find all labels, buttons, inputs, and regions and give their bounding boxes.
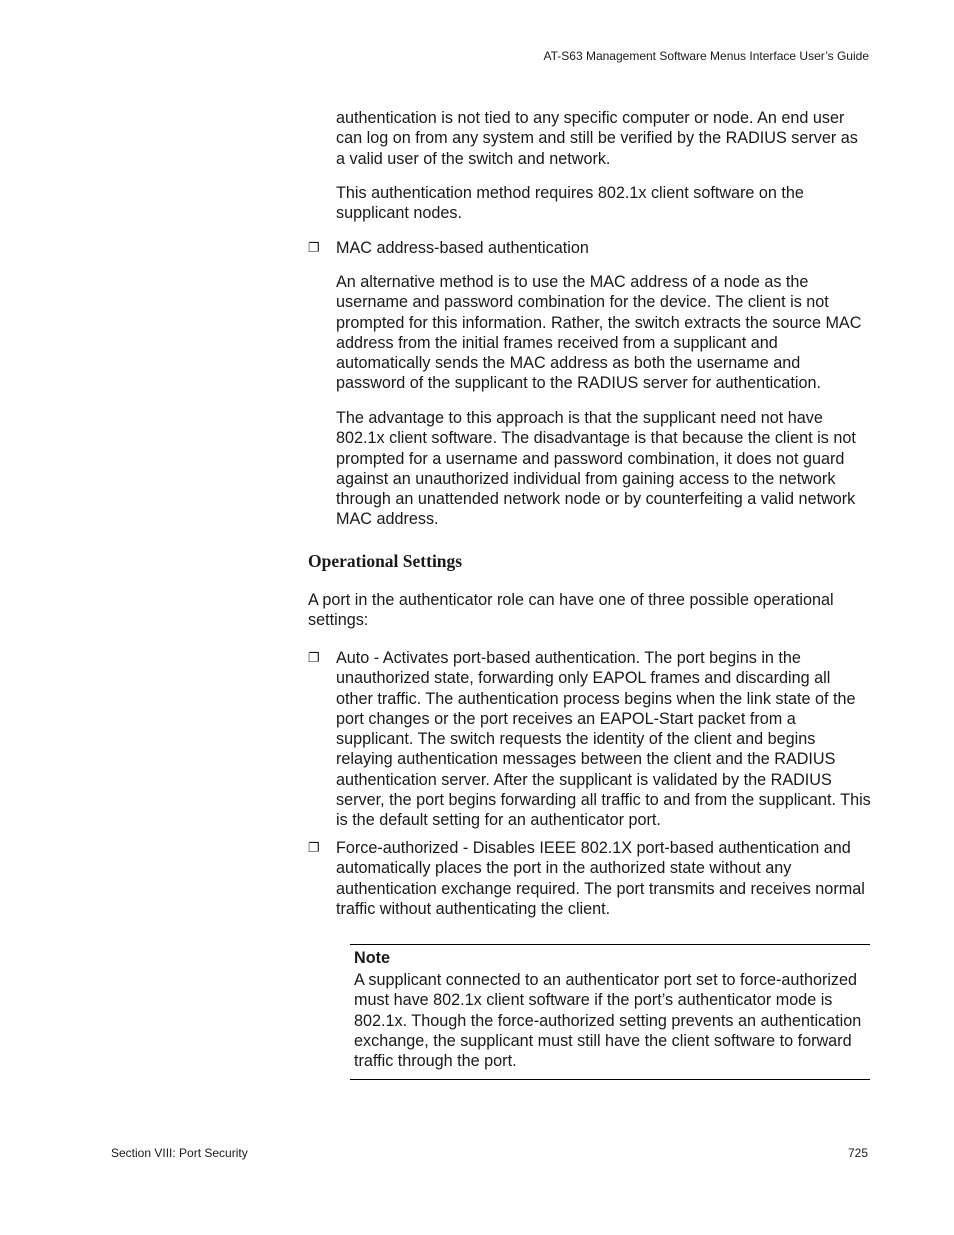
footer-section: Section VIII: Port Security <box>111 1146 248 1160</box>
paragraph-intro: A port in the authenticator role can have one of three possible operational settings: <box>308 591 834 630</box>
running-header: AT-S63 Management Software Menus Interface User’s Guide <box>543 49 869 63</box>
paragraph-mac-advantage: The advantage to this approach is that the supplicant need not have 802.1x client software. The disadvantage is that because the client is not prompted for a username and password combination, it does not guard against an unauthorized individual from gaining access to the network through an unattended network node or by counterfeiting a valid network MAC address. <box>336 409 856 529</box>
note-text: A supplicant connected to an authenticator port set to force-authorized must have 802.1x client software if the port’s authenticator mode is 802.1x. Though the force-authorized setting prevents an authentication exchange, the supplicant must still have the client software to forward traffic through the port. <box>354 971 862 1071</box>
page-number: 725 <box>847 1146 868 1160</box>
bullet-auto: Auto - Activates port-based authentication. The port begins in the unauthorized state, forwarding only EAPOL frames and discarding all other traffic. The authentication process begins when the link state of the port changes or the port receives an EAPOL-Start packet from a supplicant. The switch requests the identity of the client and begins relaying authentication messages between the client and the RADIUS authentication server. After the supplicant is validated by the RADIUS server, the port begins forwarding all traffic to and from the supplicant. This is the default setting for an authenticator port. <box>336 649 871 830</box>
paragraph-user-auth-continued: authentication is not tied to any specific computer or node. An end user can log on from any system and still be verified by the RADIUS server as a valid user of the switch and network. <box>336 109 858 168</box>
paragraph-mac-method: An alternative method is to use the MAC address of a node as the username and password combination for the device. The client is not prompted for this information. Rather, the switch extracts the source MAC address from the initial frames received from a supplicant and automatically sends the MAC address as both the username and password of the supplicant to the RADIUS server for authentication. <box>336 273 862 393</box>
section-heading: Operational Settings <box>308 551 463 571</box>
bullet-force-authorized: Force-authorized - Disables IEEE 802.1X port-based authentication and automatically places the port in the authorized state without any authentication exchange required. The port transmits and receives normal traffic without authenticating the client. <box>336 839 865 918</box>
note-box <box>350 944 870 1080</box>
paragraph-client-software: This authentication method requires 802.1x client software on the supplicant nodes. <box>336 184 804 223</box>
bullet-mac-auth: MAC address-based authentication <box>336 239 589 257</box>
bullet-icon: ❐ <box>308 650 320 665</box>
bullet-icon: ❐ <box>308 840 320 855</box>
note-title: Note <box>354 949 390 967</box>
bullet-icon: ❐ <box>308 240 320 255</box>
